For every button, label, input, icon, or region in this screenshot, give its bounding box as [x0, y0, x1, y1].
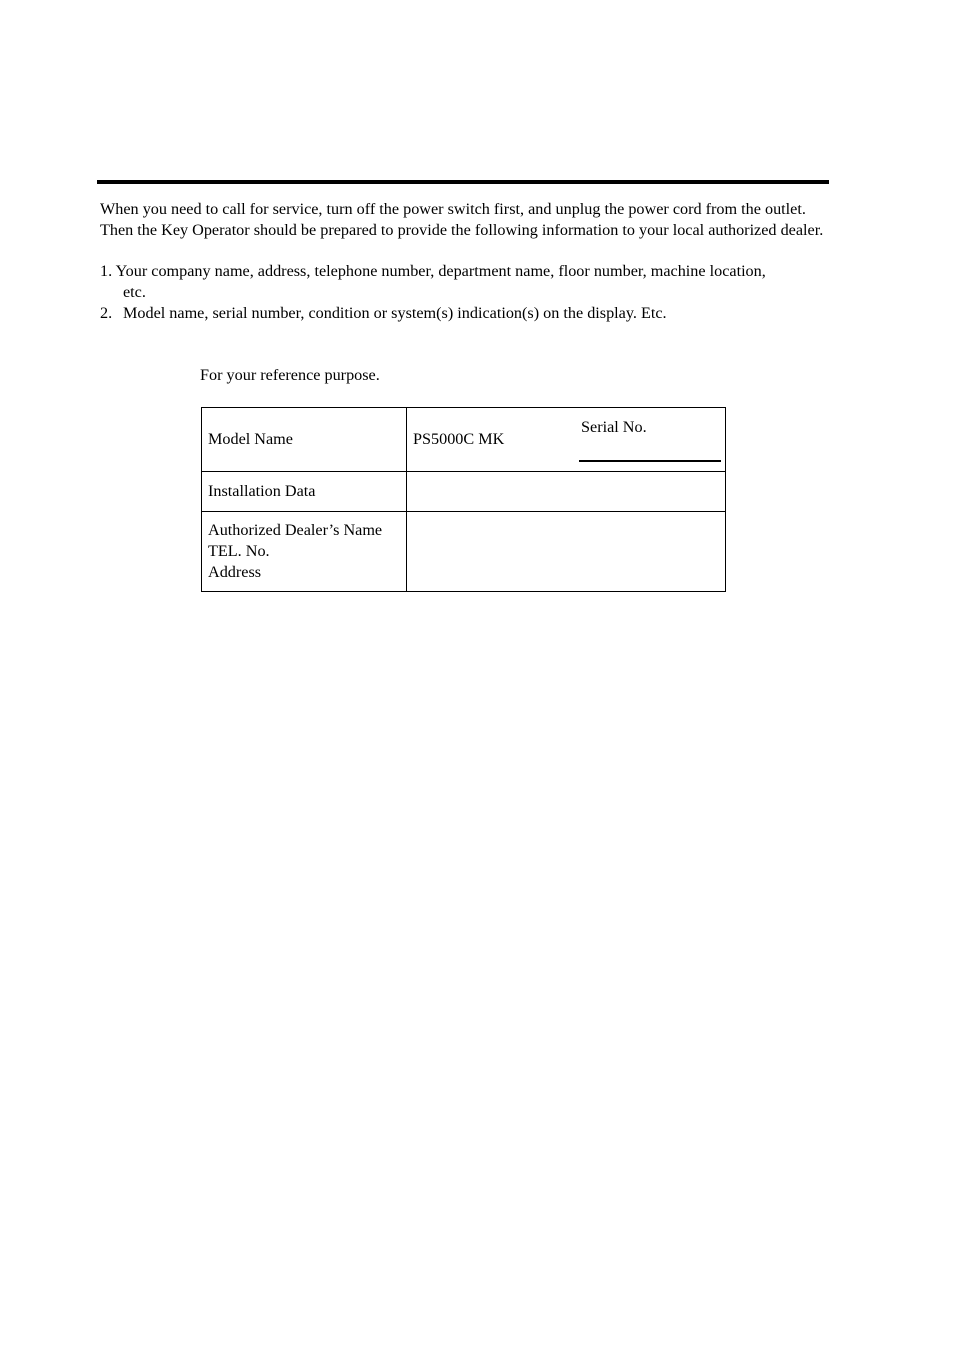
installation-data-label: Installation Data	[202, 472, 407, 512]
table-row-dealer	[202, 512, 726, 592]
reference-note: For your reference purpose.	[200, 366, 380, 384]
intro-paragraph: When you need to call for service, turn off the power switch first, and unplug the power cord from the outlet. Then the Key Operator should be prepared to provide the following information to your local authorized dealer.	[100, 200, 824, 239]
list-item-2-number: 2.	[100, 304, 113, 322]
model-name-value: PS5000C MK	[413, 430, 505, 448]
model-name-label: Model Name	[202, 408, 407, 472]
list-item-1	[100, 261, 840, 303]
dealer-name-label: Authorized Dealer’s Name	[208, 521, 383, 539]
serial-number-line	[579, 460, 721, 462]
top-rule	[97, 180, 829, 184]
dealer-info-label	[202, 512, 407, 592]
serial-number-label: Serial No.	[581, 418, 647, 436]
dealer-address-label: Address	[208, 563, 262, 581]
list-item-1-line-1: 1. Your company name, address, telephone number, department name, floor number, machine location,	[100, 262, 766, 280]
list-item-2	[100, 303, 840, 324]
table-row-model	[202, 408, 726, 472]
dealer-tel-label: TEL. No.	[208, 542, 270, 560]
list-item-2-text: Model name, serial number, condition or system(s) indication(s) on the display. Etc.	[123, 304, 667, 322]
installation-data-value-cell	[407, 472, 726, 512]
reference-table	[201, 407, 726, 592]
model-name-value-cell	[407, 408, 726, 472]
dealer-info-value-cell	[407, 512, 726, 592]
list-item-1-line-2: etc.	[123, 283, 146, 301]
table-row-installation	[202, 472, 726, 512]
